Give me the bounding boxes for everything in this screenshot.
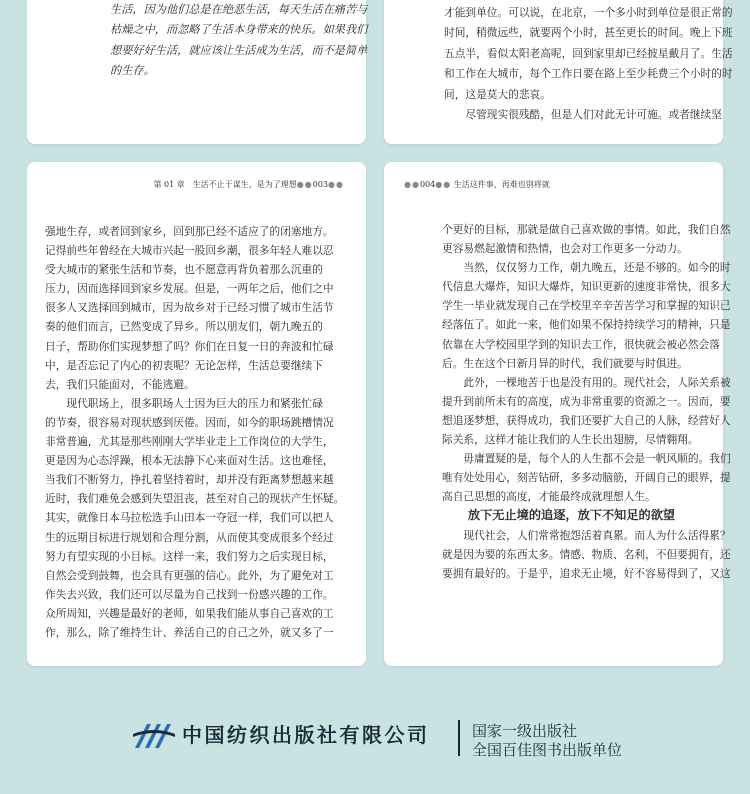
text-line: 当然，仅仅努力工作，朝九晚五，还是不够的。如今的时	[442, 261, 731, 275]
book-title-header: 生活这件事，再难也别将就	[453, 180, 550, 189]
text-line: 自然会受到鼓舞，也会具有更强的信心。此外，为了避免对工	[45, 568, 334, 582]
text-line: 尽管现实很残酷，但是人们对此无计可施。或者继续坚	[465, 108, 722, 122]
chapter-header: 第 01 章 生活不止于谋生，是为了理想	[153, 180, 297, 189]
text-line: 唯有处处用心，刻苦钻研，多多动脑筋，开阔自己的眼界，提	[442, 471, 731, 485]
text-line: 生活，因为他们总是在绝恶生活，每天生活在痛苦与	[110, 3, 368, 16]
text-line: 和工作在大城市，每个工作日要在路上至少耗费三个小时的时	[444, 67, 733, 81]
text-line: 众所周知，兴趣是最好的老师，如果我们能从事自己喜欢的工	[45, 606, 334, 620]
page-number: 004	[419, 180, 436, 189]
text-line: 想追逐梦想，获得成功，我们还要扩大自己的人脉，经营好人	[442, 413, 731, 427]
text-line: 奏的他们而言，已然变成了异乡。所以朋友们，朝九晚五的	[45, 320, 323, 334]
text-line: 生的远期目标进行规划和合理分割，从而使其变成很多个经过	[45, 530, 334, 544]
text-line: 后。生在这个日新月异的时代，我们就要与时俱进。	[442, 356, 688, 370]
text-line: 记得前些年曾经在大城市兴起一股回乡潮，很多年轻人难以忍	[45, 244, 334, 258]
text-line: 要拥有最好的。于是乎，追求无止境，好不容易得到了，又这	[442, 566, 731, 580]
text-line: 当我们不断努力，挣扎着坚持着时，却并没有距离梦想越来越	[45, 473, 334, 487]
text-line: 去，我们只能面对，不能逃避。	[45, 377, 195, 391]
page-text	[384, 220, 731, 583]
page-card-left	[27, 162, 366, 666]
publisher-tagline-1: 国家一级出版社	[472, 722, 578, 740]
text-line: 受大城市的紧张生活和节奏，也不愿意再背负着那么沉重的	[45, 263, 323, 277]
text-line: 中，是否忘记了内心的初衷呢？无论怎样，生活总要继续下	[45, 358, 323, 372]
text-line: 学生一毕业就发现自己在学校里辛辛苦苦学习和掌握的知识已	[442, 299, 731, 313]
running-header: 第 01 章 生活不止于谋生，是为了理想●●003●●	[153, 180, 344, 189]
text-line: 现代社会，人们常常抱怨活着真累。而人为什么活得累？	[442, 528, 731, 542]
text-line: 更是因为心态浮躁，根本无法静下心来面对生活。这也难怪，	[45, 454, 334, 468]
text-line: 际关系，这样才能让我们的人生长出翅膀，尽情翱翔。	[442, 433, 699, 447]
text-line: 的节奏，很容易对现状感到厌倦。因而，如今的职场跳槽情况	[45, 415, 334, 429]
page-card-right	[384, 162, 731, 666]
page-text	[27, 222, 366, 642]
page-number: 003	[312, 180, 329, 189]
text-line: 的生存。	[110, 64, 155, 78]
text-line: 作失去兴致，我们还可以尽量为自己找到一份感兴趣的工作。	[45, 587, 334, 601]
text-line: 毋庸置疑的是，每个人的人生都不会是一帆风顺的。我们	[442, 452, 731, 466]
divider	[458, 720, 460, 756]
page-card-top-right	[384, 0, 733, 144]
text-line: 经落伍了。如此一来，他们如果不保持持续学习的精神，只是	[442, 318, 731, 332]
page-card-top-left	[27, 0, 366, 144]
page-number-dots: ●●	[435, 180, 452, 189]
text-line: 强地生存，或者回到家乡，回到那已经不适应了的闭塞地方。	[45, 225, 334, 238]
text-line: 压力，因而选择回到家乡发展。但是，一两年之后，他们之中	[45, 282, 334, 296]
text-line: 枯燥之中，而忽略了生活本身带来的快乐。如果我们	[110, 23, 368, 37]
publisher-footer	[0, 694, 750, 794]
text-line: 依靠在大学校园里学到的知识去工作，很快就会被必然会落	[442, 337, 720, 351]
text-line: 其实，就像日本马拉松选手山田本一夺冠一样，我们可以把人	[45, 511, 334, 525]
text-line: 五点半，看似太阳老高呢，回到家里却已经披星戴月了。生活	[444, 46, 733, 60]
text-line: 才能到单位。可以说，在北京，一个多小时到单位是很正常的	[444, 6, 733, 19]
text-line: 近时，我们难免会感到失望沮丧，甚至对自己的现状产生怀疑。	[45, 492, 345, 506]
text-line: 更容易燃起激情和热情，也会对工作更多一分动力。	[442, 242, 688, 256]
page-text	[27, 0, 366, 82]
page-number-dots: ●●	[296, 180, 313, 189]
text-line: 很多人又选择回到城市，因为故乡对于已经习惯了城市生活节	[45, 301, 334, 315]
section-title: 放下无止境的追逐，放下不知足的欲望	[467, 508, 676, 523]
text-line: 就是因为要的东西太多。情感、物质、名利，不但要拥有，还	[442, 547, 731, 561]
page-text	[384, 3, 733, 125]
text-line: 想要好好生活，就应该让生活成为生活，而不是简单	[110, 43, 368, 57]
text-line: 时间，稍微远些，就要两个小时，甚至更长的时间。晚上下班	[444, 26, 733, 40]
text-line: 代信息大爆炸，知识大爆炸，知识更新的速度非常快，很多大	[442, 280, 731, 294]
publisher-name: 中国纺织出版社有限公司	[182, 723, 430, 747]
text-line: 非常普遍，尤其是那些刚刚大学毕业走上工作岗位的大学生，	[45, 435, 334, 449]
publisher-tagline-2: 全国百佳图书出版单位	[472, 741, 623, 759]
text-line: 此外，一棵地苦于也是没有用的。现代社会，人际关系被	[442, 375, 731, 389]
text-line: 现代职场上，很多职场人士因为巨大的压力和紧张忙碌	[45, 396, 323, 410]
publisher-logo-icon	[133, 720, 175, 750]
text-line: 作，那么，除了维持生计、养活自己的自己之外，就又多了一	[45, 625, 334, 639]
text-line: 高自己思想的高度，才能最终成就理想人生。	[442, 490, 656, 504]
text-line: 个更好的目标，那就是做自己喜欢做的事情。如此，我们自然	[442, 223, 731, 236]
running-header: ●●004●● 生活这件事，再难也别将就	[404, 180, 550, 189]
text-line: 日子，帮助你们实现梦想了吗？你们在日复一日的奔波和忙碌	[45, 339, 334, 353]
text-line: 努力有望实现的小目标。这样一来，我们努力之后实现目标，	[45, 549, 334, 563]
text-line: 间，这是莫大的悲哀。	[444, 87, 551, 101]
text-line: 提升到前所未有的高度，成为非常重要的资源之一。因而，要	[442, 394, 731, 408]
